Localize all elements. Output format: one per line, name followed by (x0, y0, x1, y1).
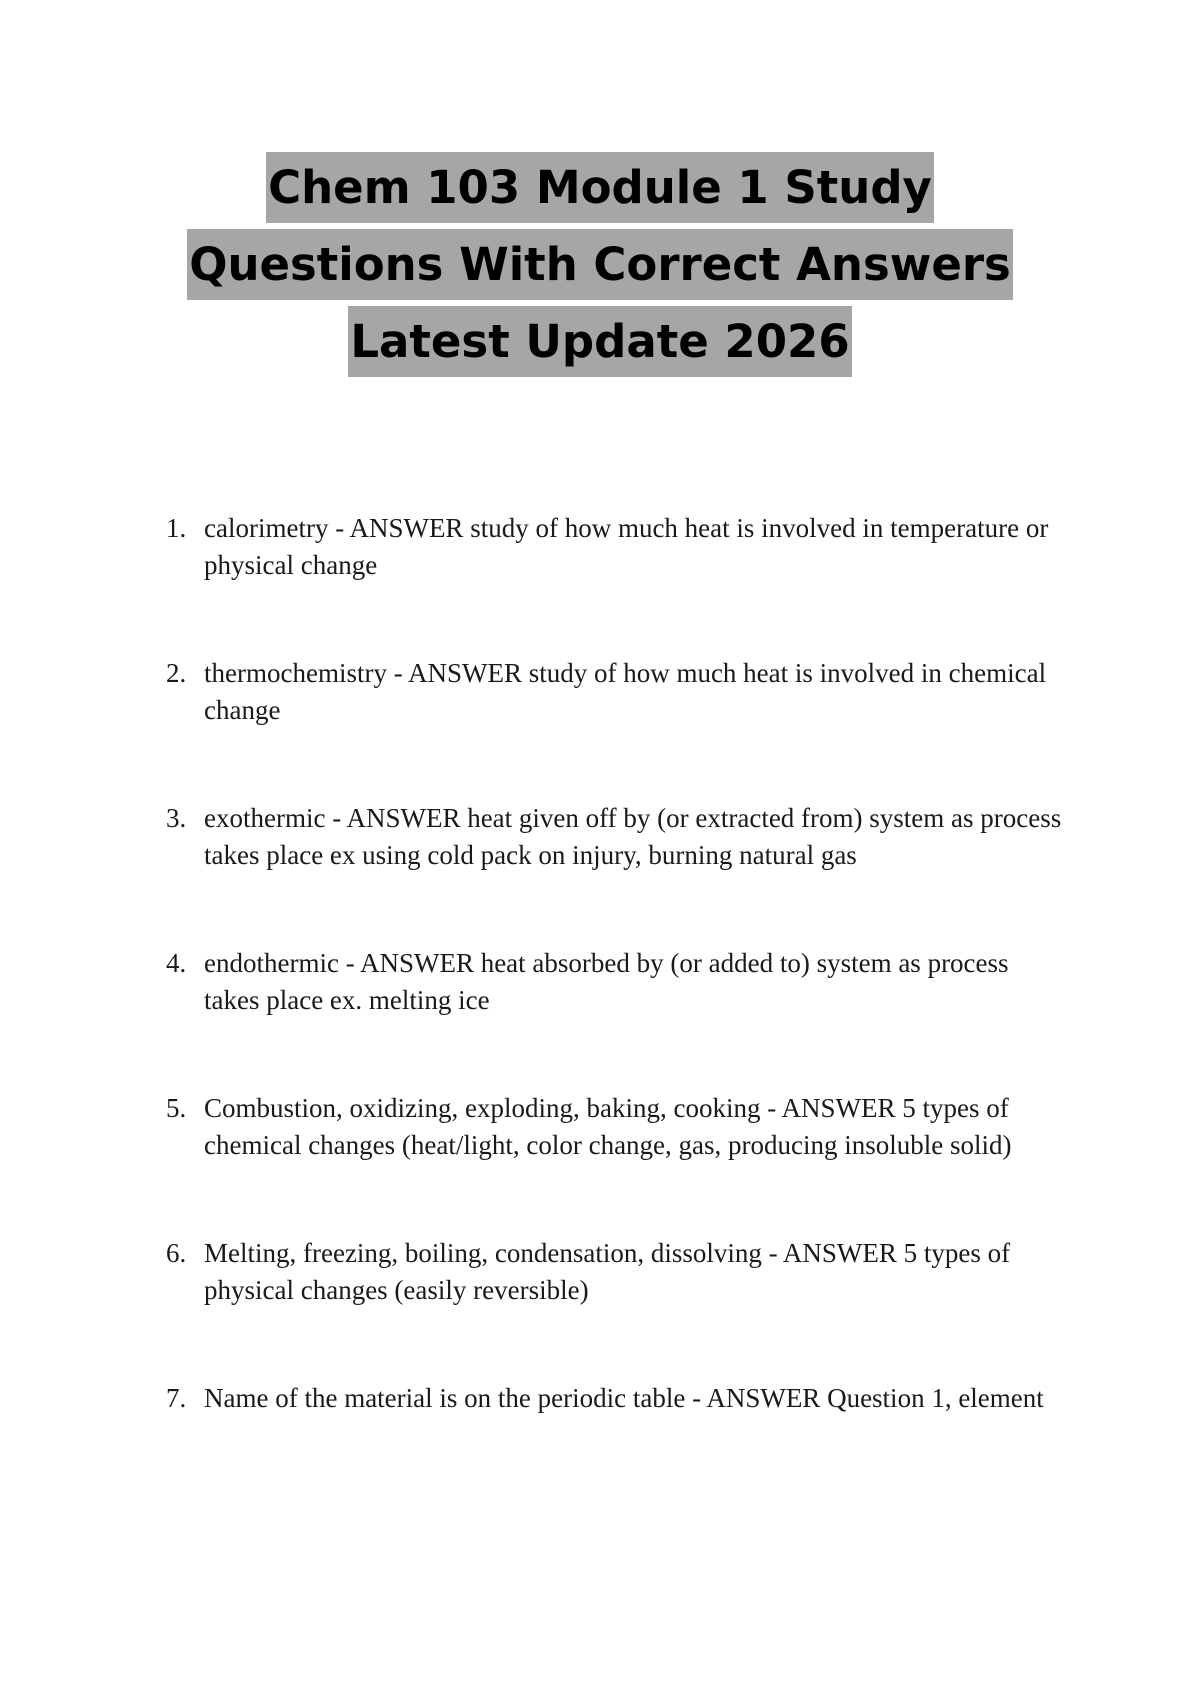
item-number: 4. (166, 948, 187, 978)
document-title (0, 152, 1200, 383)
item-number: 1. (166, 513, 187, 543)
item-number: 5. (166, 1093, 187, 1123)
list-item (166, 510, 1066, 584)
list-item (166, 1380, 1066, 1417)
item-number: 6. (166, 1238, 187, 1268)
list-item (166, 1235, 1066, 1309)
item-text: Melting, freezing, boiling, condensation, dissolving - ANSWER 5 types of physical changes (easily reversible) (204, 1238, 1011, 1305)
item-text: exothermic - ANSWER heat given off by (or extracted from) system as process takes place ex using cold pack on injury, burning natural gas (204, 803, 1062, 870)
item-number: 7. (166, 1383, 187, 1413)
item-text: Name of the material is on the periodic table - ANSWER Question 1, element (204, 1383, 1044, 1413)
list-item (166, 655, 1066, 729)
item-text: calorimetry - ANSWER study of how much heat is involved in temperature or physical change (204, 513, 1049, 580)
item-text: thermochemistry - ANSWER study of how much heat is involved in chemical change (204, 658, 1047, 725)
title-line-3: Latest Update 2026 (348, 306, 851, 377)
item-number: 2. (166, 658, 187, 688)
item-text: endothermic - ANSWER heat absorbed by (or added to) system as process takes place ex. melting ice (204, 948, 1009, 1015)
title-line-2: Questions With Correct Answers (187, 229, 1013, 300)
list-item (166, 800, 1066, 874)
list-item (166, 945, 1066, 1019)
title-line-1: Chem 103 Module 1 Study (266, 152, 934, 223)
list-item (166, 1090, 1066, 1164)
question-answer-list (166, 510, 1066, 1488)
item-number: 3. (166, 803, 187, 833)
item-text: Combustion, oxidizing, exploding, baking, cooking - ANSWER 5 types of chemical changes (heat/light, color change, gas, producing insoluble solid) (204, 1093, 1012, 1160)
